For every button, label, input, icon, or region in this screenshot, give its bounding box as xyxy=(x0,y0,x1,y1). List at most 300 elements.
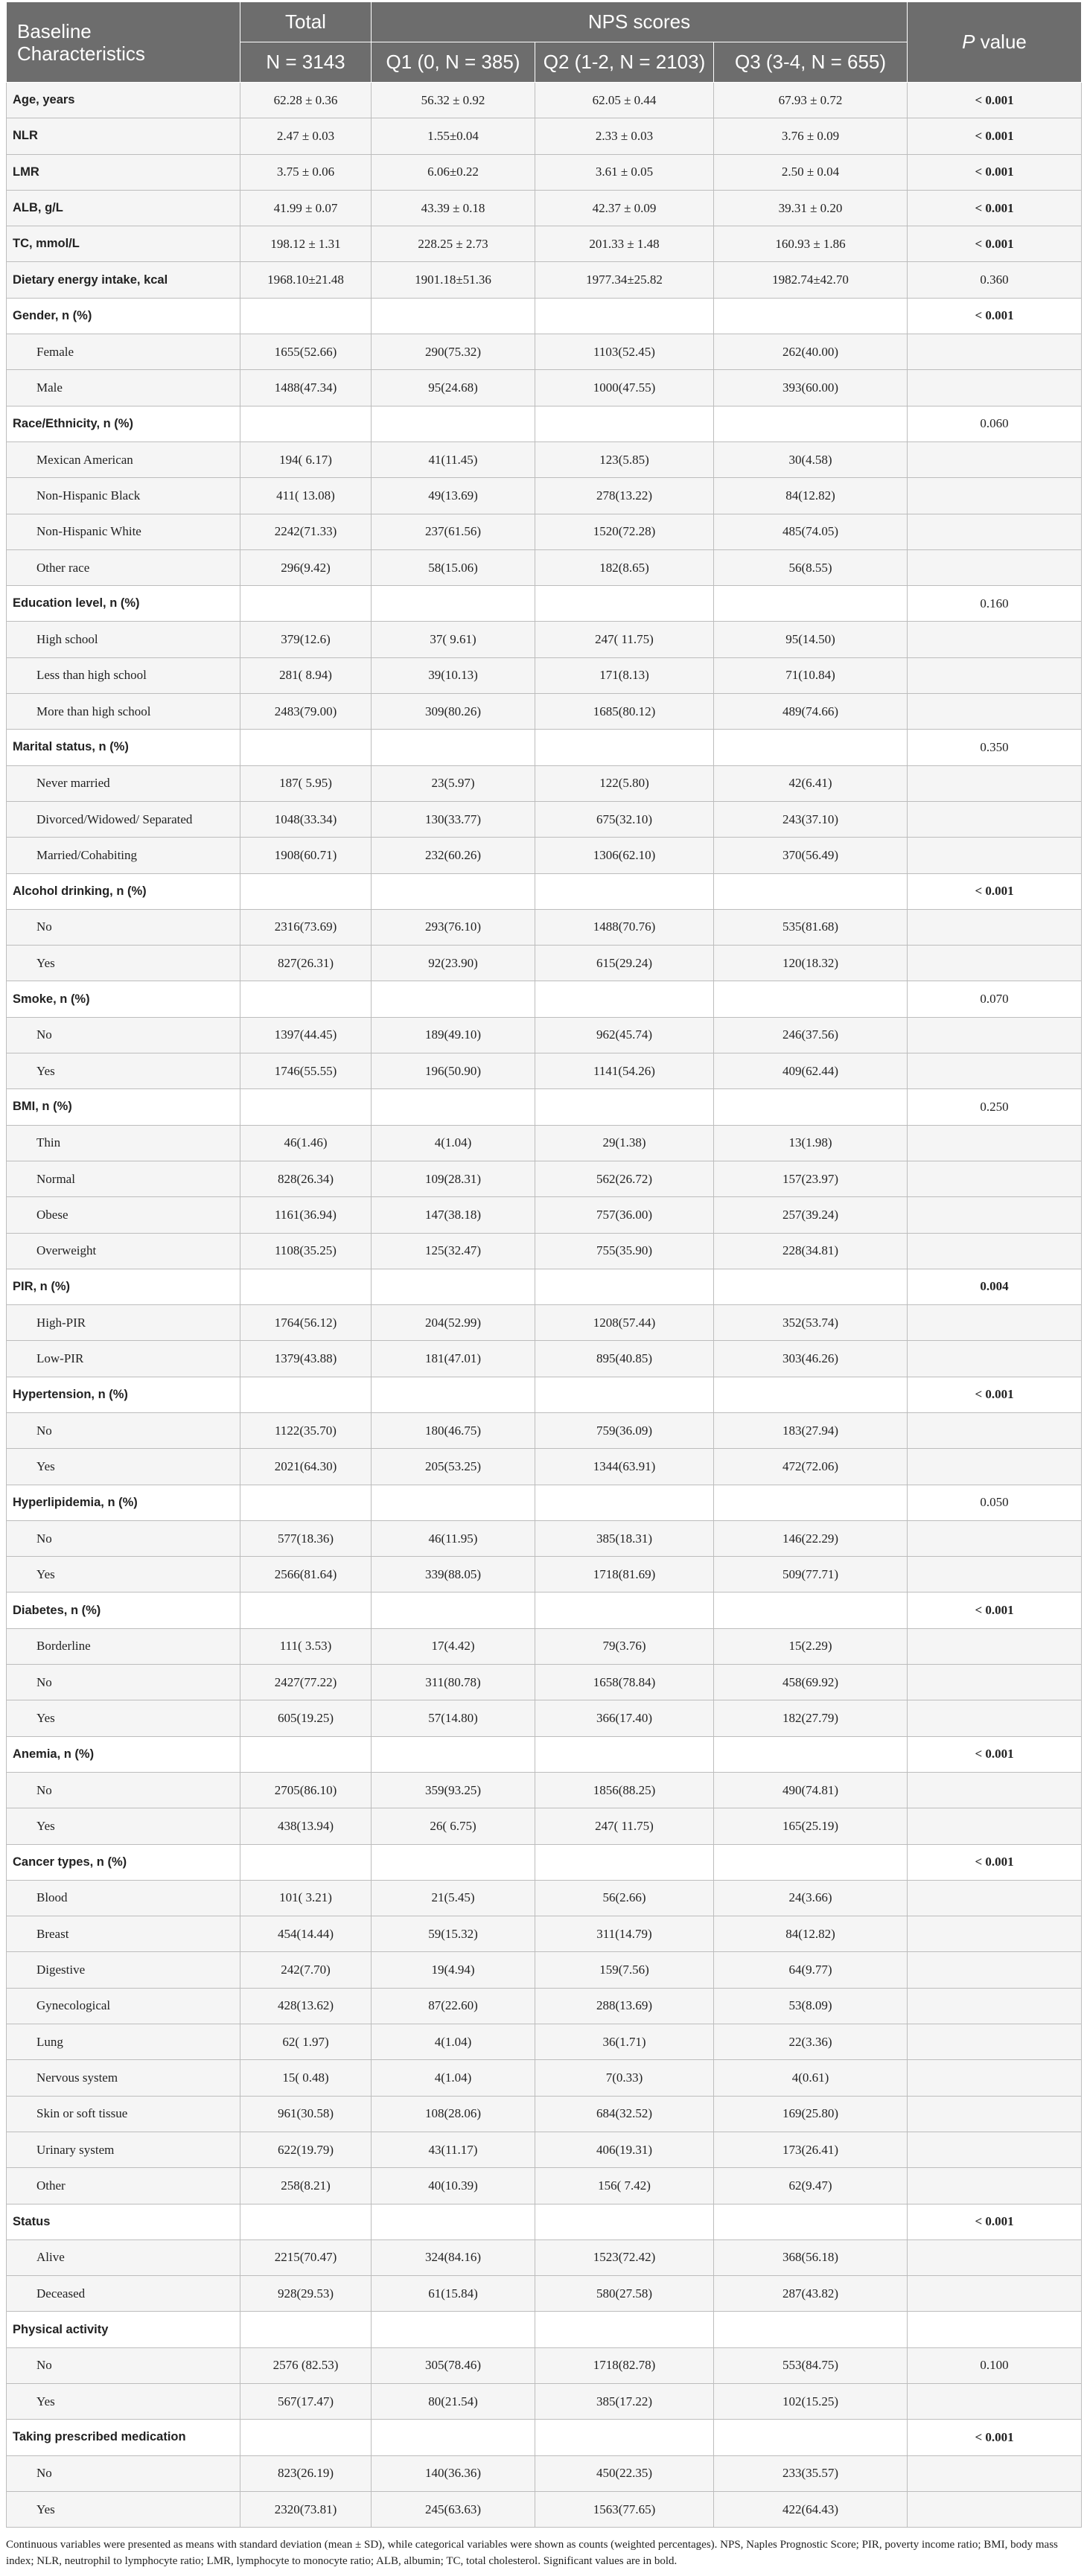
section-label: Marital status, n (%) xyxy=(7,730,240,765)
cell-q1: 4(1.04) xyxy=(372,2024,535,2060)
table-row xyxy=(7,441,1082,477)
cell-p-value xyxy=(908,1412,1082,1448)
cell-q1 xyxy=(372,1089,535,1125)
cell-p-value xyxy=(908,2384,1082,2420)
cell-q3: 246(37.56) xyxy=(714,1017,908,1053)
table-section-row xyxy=(7,1269,1082,1304)
row-label: Urinary system xyxy=(7,2132,240,2167)
cell-q2: 56(2.66) xyxy=(535,1880,714,1916)
cell-q1: 180(46.75) xyxy=(372,1412,535,1448)
cell-q2: 311(14.79) xyxy=(535,1916,714,1952)
table-row xyxy=(7,1772,1082,1808)
table-row xyxy=(7,1412,1082,1448)
table-row xyxy=(7,801,1082,837)
row-label: Age, years xyxy=(7,83,240,118)
section-label: Race/Ethnicity, n (%) xyxy=(7,406,240,441)
table-row xyxy=(7,1557,1082,1593)
cell-q1: 339(88.05) xyxy=(372,1557,535,1593)
cell-q1: 1.55±0.04 xyxy=(372,118,535,154)
section-label: Education level, n (%) xyxy=(7,586,240,622)
cell-q2: 895(40.85) xyxy=(535,1341,714,1377)
cell-q2: 1306(62.10) xyxy=(535,838,714,873)
section-label: Alcohol drinking, n (%) xyxy=(7,873,240,909)
cell-total: 1655(52.66) xyxy=(240,334,372,370)
table-row xyxy=(7,2168,1082,2204)
table-row xyxy=(7,838,1082,873)
cell-total: 187( 5.95) xyxy=(240,765,372,801)
cell-q3: 160.93 ± 1.86 xyxy=(714,226,908,262)
cell-q2: 159(7.56) xyxy=(535,1952,714,1988)
table-row xyxy=(7,622,1082,657)
row-label: Divorced/Widowed/ Separated xyxy=(7,801,240,837)
header-baseline-characteristics xyxy=(7,2,240,83)
cell-q1 xyxy=(372,298,535,334)
table-header xyxy=(7,2,1082,83)
cell-total: 2566(81.64) xyxy=(240,1557,372,1593)
cell-total xyxy=(240,1269,372,1304)
cell-p-value xyxy=(908,694,1082,730)
cell-q2: 684(32.52) xyxy=(535,2096,714,2132)
cell-q1 xyxy=(372,2204,535,2239)
table-row xyxy=(7,2347,1082,2383)
row-label: Yes xyxy=(7,2491,240,2527)
cell-q3: 165(25.19) xyxy=(714,1808,908,1844)
cell-q2: 7(0.33) xyxy=(535,2060,714,2096)
cell-p-value xyxy=(908,1700,1082,1736)
cell-total: 296(9.42) xyxy=(240,549,372,585)
cell-total xyxy=(240,730,372,765)
table-row xyxy=(7,657,1082,693)
cell-q3: 243(37.10) xyxy=(714,801,908,837)
cell-p-value xyxy=(908,334,1082,370)
row-label: Skin or soft tissue xyxy=(7,2096,240,2132)
cell-total: 41.99 ± 0.07 xyxy=(240,190,372,226)
cell-q2 xyxy=(535,730,714,765)
cell-q3: 62(9.47) xyxy=(714,2168,908,2204)
row-label: No xyxy=(7,1772,240,1808)
cell-q2: 1718(82.78) xyxy=(535,2347,714,2383)
cell-q3: 42(6.41) xyxy=(714,765,908,801)
cell-q1: 359(93.25) xyxy=(372,1772,535,1808)
cell-q3 xyxy=(714,1736,908,1772)
table-row xyxy=(7,1341,1082,1377)
cell-p-value xyxy=(908,2239,1082,2275)
row-label: Less than high school xyxy=(7,657,240,693)
cell-q2 xyxy=(535,298,714,334)
cell-p-value: < 0.001 xyxy=(908,118,1082,154)
cell-total: 823(26.19) xyxy=(240,2455,372,2491)
cell-q2: 1208(57.44) xyxy=(535,1305,714,1341)
cell-total: 2427(77.22) xyxy=(240,1665,372,1700)
cell-total: 1968.10±21.48 xyxy=(240,262,372,298)
cell-total: 1488(47.34) xyxy=(240,370,372,406)
row-label: Lung xyxy=(7,2024,240,2060)
cell-q3: 490(74.81) xyxy=(714,1772,908,1808)
row-label: Married/Cohabiting xyxy=(7,838,240,873)
cell-total xyxy=(240,2420,372,2455)
cell-q2: 1856(88.25) xyxy=(535,1772,714,1808)
cell-q3: 553(84.75) xyxy=(714,2347,908,2383)
cell-p-value: < 0.001 xyxy=(908,1844,1082,1880)
cell-q1 xyxy=(372,2312,535,2347)
cell-q1: 196(50.90) xyxy=(372,1053,535,1089)
cell-total: 198.12 ± 1.31 xyxy=(240,226,372,262)
cell-q3: 287(43.82) xyxy=(714,2276,908,2312)
row-label: No xyxy=(7,909,240,945)
cell-p-value xyxy=(908,549,1082,585)
cell-q1: 305(78.46) xyxy=(372,2347,535,2383)
cell-q1: 140(36.36) xyxy=(372,2455,535,2491)
cell-q2: 755(35.90) xyxy=(535,1233,714,1269)
cell-p-value: 0.060 xyxy=(908,406,1082,441)
table-row xyxy=(7,946,1082,981)
cell-q2: 580(27.58) xyxy=(535,2276,714,2312)
cell-p-value xyxy=(908,2060,1082,2096)
cell-q3: 472(72.06) xyxy=(714,1449,908,1485)
cell-total xyxy=(240,1593,372,1628)
cell-q1: 46(11.95) xyxy=(372,1520,535,1556)
cell-q3 xyxy=(714,2204,908,2239)
cell-total: 577(18.36) xyxy=(240,1520,372,1556)
table-row xyxy=(7,1952,1082,1988)
table-row xyxy=(7,2276,1082,2312)
header-q2: Q2 (1-2, N = 2103) xyxy=(535,42,714,83)
cell-total: 101( 3.21) xyxy=(240,1880,372,1916)
header-baseline-line2: Characteristics xyxy=(17,42,145,65)
header-p-letter: P xyxy=(962,31,975,53)
cell-q3: 173(26.41) xyxy=(714,2132,908,2167)
cell-total: 2242(71.33) xyxy=(240,514,372,549)
cell-q3: 262(40.00) xyxy=(714,334,908,370)
cell-q2: 1000(47.55) xyxy=(535,370,714,406)
cell-total: 281( 8.94) xyxy=(240,657,372,693)
cell-total: 1161(36.94) xyxy=(240,1197,372,1233)
table-row xyxy=(7,1700,1082,1736)
cell-q2: 366(17.40) xyxy=(535,1700,714,1736)
cell-q3: 2.50 ± 0.04 xyxy=(714,154,908,190)
cell-p-value: 0.100 xyxy=(908,2347,1082,2383)
table-section-row xyxy=(7,406,1082,441)
cell-q3: 53(8.09) xyxy=(714,1988,908,2024)
cell-q3 xyxy=(714,1844,908,1880)
cell-q3: 3.76 ± 0.09 xyxy=(714,118,908,154)
cell-q2 xyxy=(535,586,714,622)
row-label: No xyxy=(7,1017,240,1053)
cell-q3: 370(56.49) xyxy=(714,838,908,873)
cell-q3: 485(74.05) xyxy=(714,514,908,549)
cell-q2: 1977.34±25.82 xyxy=(535,262,714,298)
table-row xyxy=(7,2132,1082,2167)
cell-p-value xyxy=(908,1233,1082,1269)
cell-q2: 1685(80.12) xyxy=(535,694,714,730)
table-row xyxy=(7,226,1082,262)
cell-q3: 56(8.55) xyxy=(714,549,908,585)
header-nps-scores: NPS scores xyxy=(372,2,908,42)
cell-q2: 42.37 ± 0.09 xyxy=(535,190,714,226)
cell-q1: 189(49.10) xyxy=(372,1017,535,1053)
cell-q3: 15(2.29) xyxy=(714,1628,908,1664)
cell-q2 xyxy=(535,1593,714,1628)
cell-q1: 130(33.77) xyxy=(372,801,535,837)
cell-total: 605(19.25) xyxy=(240,1700,372,1736)
cell-q1 xyxy=(372,406,535,441)
cell-total: 1122(35.70) xyxy=(240,1412,372,1448)
cell-q3: 67.93 ± 0.72 xyxy=(714,83,908,118)
row-label: Thin xyxy=(7,1125,240,1161)
cell-p-value: 0.004 xyxy=(908,1269,1082,1304)
table-row xyxy=(7,2024,1082,2060)
cell-total xyxy=(240,1736,372,1772)
row-label: Yes xyxy=(7,1557,240,1593)
table-row xyxy=(7,83,1082,118)
cell-p-value: < 0.001 xyxy=(908,873,1082,909)
table-row xyxy=(7,909,1082,945)
cell-p-value: 0.160 xyxy=(908,586,1082,622)
cell-total: 2316(73.69) xyxy=(240,909,372,945)
cell-q3: 30(4.58) xyxy=(714,441,908,477)
cell-q3: 352(53.74) xyxy=(714,1305,908,1341)
cell-q2 xyxy=(535,406,714,441)
row-label: No xyxy=(7,1520,240,1556)
table-row xyxy=(7,262,1082,298)
cell-p-value xyxy=(908,1520,1082,1556)
cell-q1: 21(5.45) xyxy=(372,1880,535,1916)
cell-q3: 489(74.66) xyxy=(714,694,908,730)
row-label: High-PIR xyxy=(7,1305,240,1341)
cell-q3: 393(60.00) xyxy=(714,370,908,406)
cell-q3: 24(3.66) xyxy=(714,1880,908,1916)
row-label: Non-Hispanic White xyxy=(7,514,240,549)
cell-q1: 59(15.32) xyxy=(372,1916,535,1952)
cell-p-value xyxy=(908,1197,1082,1233)
row-label: More than high school xyxy=(7,694,240,730)
cell-p-value xyxy=(908,2276,1082,2312)
row-label: Never married xyxy=(7,765,240,801)
cell-q2: 1718(81.69) xyxy=(535,1557,714,1593)
cell-q3: 368(56.18) xyxy=(714,2239,908,2275)
section-label: Status xyxy=(7,2204,240,2239)
table-row xyxy=(7,1520,1082,1556)
table-row xyxy=(7,514,1082,549)
cell-total: 3.75 ± 0.06 xyxy=(240,154,372,190)
table-row xyxy=(7,1017,1082,1053)
cell-p-value xyxy=(908,838,1082,873)
cell-q2: 171(8.13) xyxy=(535,657,714,693)
table-row xyxy=(7,1880,1082,1916)
cell-q1: 125(32.47) xyxy=(372,1233,535,1269)
cell-p-value xyxy=(908,478,1082,514)
cell-q1: 43(11.17) xyxy=(372,2132,535,2167)
table-row xyxy=(7,2060,1082,2096)
cell-q2 xyxy=(535,1269,714,1304)
table-row xyxy=(7,1305,1082,1341)
cell-p-value xyxy=(908,2168,1082,2204)
cell-q2: 201.33 ± 1.48 xyxy=(535,226,714,262)
table-row xyxy=(7,1161,1082,1196)
cell-p-value: < 0.001 xyxy=(908,298,1082,334)
cell-q1: 109(28.31) xyxy=(372,1161,535,1196)
row-label: No xyxy=(7,1665,240,1700)
table-row xyxy=(7,694,1082,730)
cell-q1: 57(14.80) xyxy=(372,1700,535,1736)
cell-q3: 303(46.26) xyxy=(714,1341,908,1377)
cell-p-value: 0.250 xyxy=(908,1089,1082,1125)
cell-total xyxy=(240,1485,372,1520)
cell-q2: 247( 11.75) xyxy=(535,622,714,657)
cell-p-value xyxy=(908,622,1082,657)
cell-q1: 58(15.06) xyxy=(372,549,535,585)
row-label: Digestive xyxy=(7,1952,240,1988)
cell-total xyxy=(240,1089,372,1125)
header-p-value xyxy=(908,2,1082,83)
table-row xyxy=(7,2239,1082,2275)
row-label: Obese xyxy=(7,1197,240,1233)
cell-q3 xyxy=(714,873,908,909)
cell-total: 622(19.79) xyxy=(240,2132,372,2167)
section-label: Hypertension, n (%) xyxy=(7,1377,240,1412)
row-label: Alive xyxy=(7,2239,240,2275)
table-row xyxy=(7,1449,1082,1485)
section-label: PIR, n (%) xyxy=(7,1269,240,1304)
header-p-suffix: value xyxy=(975,31,1027,53)
table-row xyxy=(7,154,1082,190)
cell-q1: 293(76.10) xyxy=(372,909,535,945)
cell-p-value: < 0.001 xyxy=(908,2204,1082,2239)
cell-q3 xyxy=(714,2312,908,2347)
table-row xyxy=(7,1125,1082,1161)
baseline-characteristics-table xyxy=(6,1,1082,2528)
row-label: TC, mmol/L xyxy=(7,226,240,262)
cell-q1: 43.39 ± 0.18 xyxy=(372,190,535,226)
cell-q3 xyxy=(714,730,908,765)
table-row xyxy=(7,2384,1082,2420)
cell-p-value xyxy=(908,657,1082,693)
header-q3: Q3 (3-4, N = 655) xyxy=(714,42,908,83)
cell-q2: 156( 7.42) xyxy=(535,2168,714,2204)
cell-q3: 84(12.82) xyxy=(714,1916,908,1952)
cell-p-value xyxy=(908,1557,1082,1593)
row-label: No xyxy=(7,2455,240,2491)
row-label: Deceased xyxy=(7,2276,240,2312)
cell-q2: 3.61 ± 0.05 xyxy=(535,154,714,190)
cell-q3: 95(14.50) xyxy=(714,622,908,657)
row-label: ALB, g/L xyxy=(7,190,240,226)
cell-q2: 1344(63.91) xyxy=(535,1449,714,1485)
cell-q3: 509(77.71) xyxy=(714,1557,908,1593)
cell-q1: 26( 6.75) xyxy=(372,1808,535,1844)
table-row xyxy=(7,1053,1082,1089)
cell-total: 379(12.6) xyxy=(240,622,372,657)
table-section-row xyxy=(7,1485,1082,1520)
cell-q1 xyxy=(372,1377,535,1412)
cell-p-value xyxy=(908,765,1082,801)
cell-q3: 233(35.57) xyxy=(714,2455,908,2491)
section-label: Hyperlipidemia, n (%) xyxy=(7,1485,240,1520)
cell-q3: 4(0.61) xyxy=(714,2060,908,2096)
cell-q1: 290(75.32) xyxy=(372,334,535,370)
cell-p-value xyxy=(908,1628,1082,1664)
cell-total xyxy=(240,298,372,334)
section-label: Cancer types, n (%) xyxy=(7,1844,240,1880)
cell-p-value: < 0.001 xyxy=(908,226,1082,262)
cell-total: 1746(55.55) xyxy=(240,1053,372,1089)
cell-total: 567(17.47) xyxy=(240,2384,372,2420)
cell-total: 411( 13.08) xyxy=(240,478,372,514)
cell-q1 xyxy=(372,981,535,1017)
cell-q2 xyxy=(535,873,714,909)
table-row xyxy=(7,765,1082,801)
cell-total: 1397(44.45) xyxy=(240,1017,372,1053)
row-label: Borderline xyxy=(7,1628,240,1664)
table-section-row xyxy=(7,2420,1082,2455)
cell-q3: 458(69.92) xyxy=(714,1665,908,1700)
cell-q1: 49(13.69) xyxy=(372,478,535,514)
cell-total: 258(8.21) xyxy=(240,2168,372,2204)
cell-q3: 64(9.77) xyxy=(714,1952,908,1988)
cell-q1 xyxy=(372,586,535,622)
cell-q3: 1982.74±42.70 xyxy=(714,262,908,298)
cell-q2: 962(45.74) xyxy=(535,1017,714,1053)
cell-p-value: < 0.001 xyxy=(908,1736,1082,1772)
cell-total: 62.28 ± 0.36 xyxy=(240,83,372,118)
cell-q3: 71(10.84) xyxy=(714,657,908,693)
row-label: Overweight xyxy=(7,1233,240,1269)
row-label: Mexican American xyxy=(7,441,240,477)
cell-q3 xyxy=(714,406,908,441)
section-label: Taking prescribed medication xyxy=(7,2420,240,2455)
table-row xyxy=(7,2096,1082,2132)
cell-p-value: < 0.001 xyxy=(908,190,1082,226)
cell-p-value: 0.360 xyxy=(908,262,1082,298)
cell-q3: 157(23.97) xyxy=(714,1161,908,1196)
cell-q3 xyxy=(714,586,908,622)
cell-q2 xyxy=(535,1485,714,1520)
cell-p-value xyxy=(908,2132,1082,2167)
row-label: Yes xyxy=(7,1700,240,1736)
cell-p-value: < 0.001 xyxy=(908,2420,1082,2455)
cell-total: 1764(56.12) xyxy=(240,1305,372,1341)
cell-q3: 228(34.81) xyxy=(714,1233,908,1269)
cell-q2: 675(32.10) xyxy=(535,801,714,837)
header-total: Total xyxy=(240,2,372,42)
cell-p-value: < 0.001 xyxy=(908,154,1082,190)
cell-p-value xyxy=(908,2312,1082,2347)
table-row xyxy=(7,1628,1082,1664)
cell-total: 928(29.53) xyxy=(240,2276,372,2312)
cell-q2 xyxy=(535,981,714,1017)
cell-q1 xyxy=(372,1593,535,1628)
table-section-row xyxy=(7,586,1082,622)
cell-q2: 1523(72.42) xyxy=(535,2239,714,2275)
cell-q2: 450(22.35) xyxy=(535,2455,714,2491)
cell-q2 xyxy=(535,2204,714,2239)
cell-q3 xyxy=(714,1485,908,1520)
cell-q2: 385(18.31) xyxy=(535,1520,714,1556)
cell-total xyxy=(240,2204,372,2239)
cell-q2 xyxy=(535,1377,714,1412)
cell-q1: 56.32 ± 0.92 xyxy=(372,83,535,118)
cell-q1: 80(21.54) xyxy=(372,2384,535,2420)
cell-q3 xyxy=(714,1089,908,1125)
cell-q3: 146(22.29) xyxy=(714,1520,908,1556)
cell-total xyxy=(240,1844,372,1880)
cell-q1 xyxy=(372,1844,535,1880)
row-label: High school xyxy=(7,622,240,657)
cell-q1: 324(84.16) xyxy=(372,2239,535,2275)
cell-q1 xyxy=(372,730,535,765)
row-label: No xyxy=(7,2347,240,2383)
cell-q3: 22(3.36) xyxy=(714,2024,908,2060)
